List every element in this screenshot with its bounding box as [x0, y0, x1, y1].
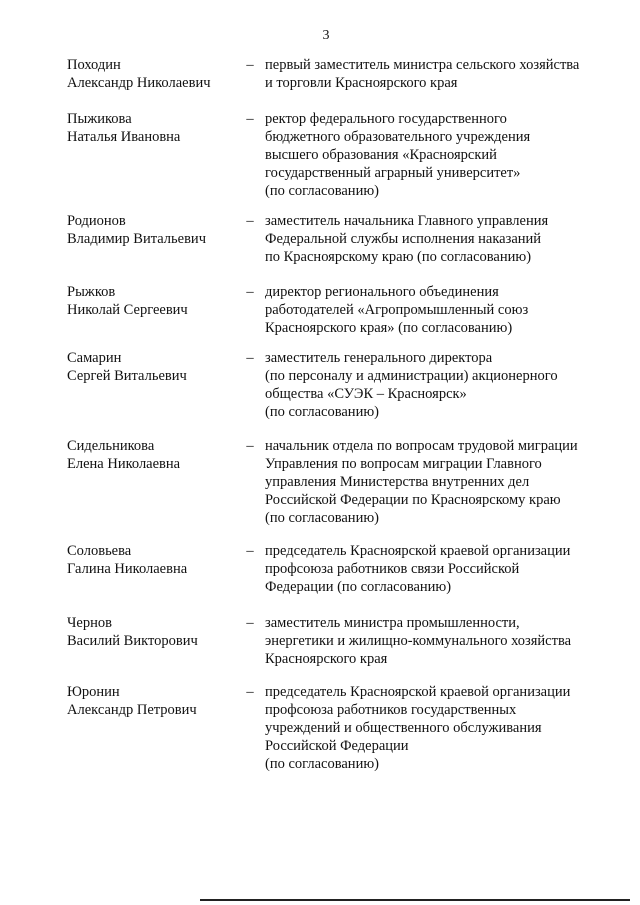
member-surname: Самарин [67, 350, 122, 366]
dash-separator: – [246, 684, 254, 700]
role-line: заместитель министра промышленности, [265, 615, 520, 631]
member-given-names: Николай Сергеевич [67, 302, 188, 318]
role-line: Российской Федерации по Красноярскому краю [265, 492, 561, 508]
member-surname: Чернов [67, 615, 112, 631]
role-line: ректор федерального государственного [265, 111, 507, 127]
member-role [265, 212, 610, 266]
page-number: 3 [322, 28, 330, 43]
role-line: первый заместитель министра сельского хозяйства [265, 57, 580, 73]
member-surname: Соловьева [67, 543, 132, 559]
role-line: и торговли Красноярского края [265, 75, 458, 91]
member-given-names: Елена Николаевна [67, 456, 181, 472]
member-name [67, 349, 242, 385]
member-role [265, 437, 610, 527]
member-surname: Походин [67, 57, 121, 73]
role-line: по Красноярскому краю (по согласованию) [265, 249, 532, 265]
role-line: Управления по вопросам миграции Главного [265, 456, 542, 472]
role-line: работодателей «Агропромышленный союз [265, 302, 529, 318]
member-role [265, 614, 610, 668]
role-line: заместитель начальника Главного управления [265, 213, 549, 229]
role-line: начальник отдела по вопросам трудовой миграции [265, 438, 578, 454]
role-line: профсоюза работников государственных [265, 702, 517, 718]
dash-separator: – [246, 111, 254, 127]
member-role [265, 56, 610, 92]
member-role [265, 110, 610, 200]
dash-separator: – [246, 213, 254, 229]
member-name [67, 542, 242, 578]
member-name [67, 212, 242, 248]
dash-separator: – [246, 57, 254, 73]
member-role [265, 349, 610, 421]
member-given-names: Наталья Ивановна [67, 129, 181, 145]
dash-separator: – [246, 543, 254, 559]
member-role [265, 283, 610, 337]
member-name [67, 614, 242, 650]
member-name [67, 283, 242, 319]
role-line: управления Министерства внутренних дел [265, 474, 530, 490]
role-line: государственный аграрный университет» [265, 165, 521, 181]
role-line: Красноярского края» (по согласованию) [265, 320, 513, 336]
member-surname: Рыжков [67, 284, 116, 300]
member-surname: Родионов [67, 213, 126, 229]
role-line: высшего образования «Красноярский [265, 147, 497, 163]
member-surname: Юронин [67, 684, 120, 700]
member-name [67, 56, 242, 92]
role-line: общества «СУЭК – Красноярск» [265, 386, 467, 402]
role-line: Федеральной службы исполнения наказаний [265, 231, 542, 247]
role-line: учреждений и общественного обслуживания [265, 720, 542, 736]
dash-separator: – [246, 615, 254, 631]
member-given-names: Александр Николаевич [67, 75, 211, 91]
role-line: Красноярского края [265, 651, 388, 667]
dash-separator: – [246, 438, 254, 454]
role-line: Федерации (по согласованию) [265, 579, 452, 595]
role-line: (по согласованию) [265, 404, 379, 420]
member-given-names: Галина Николаевна [67, 561, 188, 577]
member-given-names: Александр Петрович [67, 702, 197, 718]
member-surname: Пыжикова [67, 111, 132, 127]
member-given-names: Василий Викторович [67, 633, 198, 649]
dash-separator: – [246, 284, 254, 300]
role-line: (по персоналу и администрации) акционерного [265, 368, 558, 384]
member-given-names: Владимир Витальевич [67, 231, 206, 247]
role-line: заместитель генерального директора [265, 350, 493, 366]
member-role [265, 542, 610, 596]
role-line: председатель Красноярской краевой организации [265, 543, 571, 559]
role-line: профсоюза работников связи Российской [265, 561, 520, 577]
member-name [67, 683, 242, 719]
bottom-rule [200, 899, 630, 901]
member-name [67, 437, 242, 473]
role-line: энергетики и жилищно-коммунального хозяйства [265, 633, 572, 649]
member-role [265, 683, 610, 773]
role-line: директор регионального объединения [265, 284, 499, 300]
member-name [67, 110, 242, 146]
role-line: (по согласованию) [265, 183, 379, 199]
member-surname: Сидельникова [67, 438, 155, 454]
member-given-names: Сергей Витальевич [67, 368, 187, 384]
dash-separator: – [246, 350, 254, 366]
role-line: Российской Федерации [265, 738, 409, 754]
role-line: (по согласованию) [265, 756, 379, 772]
role-line: председатель Красноярской краевой организации [265, 684, 571, 700]
role-line: бюджетного образовательного учреждения [265, 129, 531, 145]
role-line: (по согласованию) [265, 510, 379, 526]
